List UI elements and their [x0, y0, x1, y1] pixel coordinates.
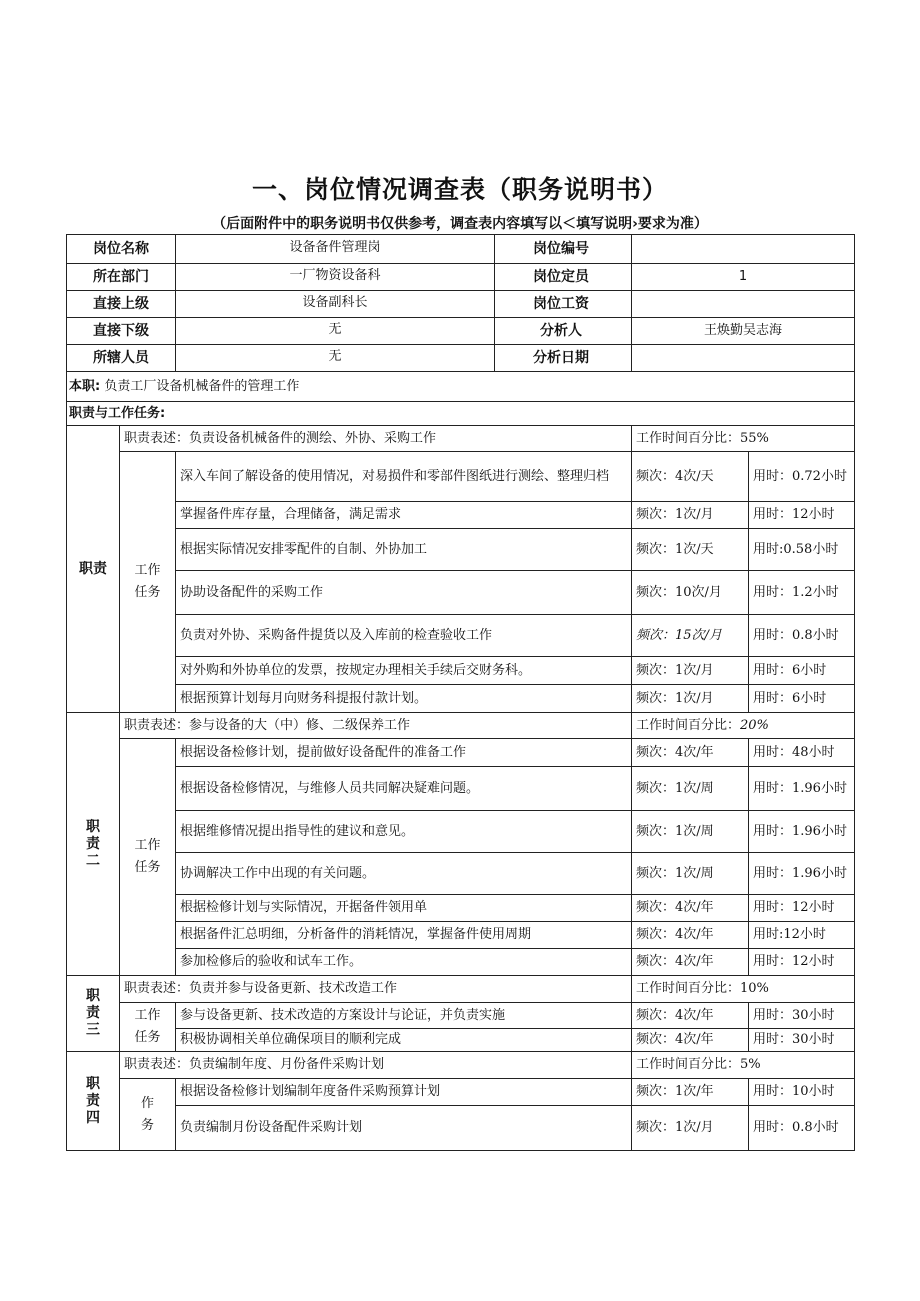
duty3-desc: 职责表述：负责并参与设备更新、技术改造工作 [120, 976, 632, 1003]
duty3-task-label: 工作任务 [120, 1003, 176, 1052]
task-time: 用时：1.96小时 [749, 811, 855, 853]
task-freq: 频次：1次/月 [632, 1106, 749, 1151]
duty4-desc-row [67, 1052, 855, 1079]
info-row [67, 345, 855, 372]
info-row [67, 264, 855, 291]
task-row [67, 657, 855, 685]
duty2-desc-row [67, 713, 855, 739]
task-text: 根据设备检修情况，与维修人员共同解决疑难问题。 [176, 767, 632, 811]
task-text: 协调解决工作中出现的有关问题。 [176, 853, 632, 895]
task-time: 用时:0.58小时 [749, 529, 855, 571]
task-freq: 频次：4次/年 [632, 949, 749, 976]
task-freq: 频次：10次/月 [632, 571, 749, 615]
job-survey-table [66, 234, 855, 1151]
task-row [67, 615, 855, 657]
page-title: 一、岗位情况调查表（职务说明书） [251, 175, 668, 204]
duty2-task-label: 工作任务 [120, 739, 176, 976]
task-row [67, 767, 855, 811]
task-time: 用时：12小时 [749, 949, 855, 976]
main-duty-label: 本职: [69, 378, 101, 394]
task-freq: 频次：1次/周 [632, 853, 749, 895]
duty2-label: 职责二 [86, 818, 100, 869]
duty1-desc: 职责表述：负责设备机械备件的测绘、外协、采购工作 [120, 426, 632, 452]
task-row [67, 853, 855, 895]
page-subtitle: （后面附件中的职务说明书仅供参考，调查表内容填写以＜填写说明›要求为准） [212, 216, 708, 232]
superior-label: 直接上级 [67, 291, 176, 318]
task-text: 根据预算计划每月向财务科提报付款计划。 [176, 685, 632, 713]
task-row [67, 1079, 855, 1106]
task-text: 深入车间了解设备的使用情况，对易损件和零部件图纸进行测绘、整理归档 [176, 452, 632, 502]
task-freq: 频次：4次/年 [632, 922, 749, 949]
analyst-label: 分析人 [540, 323, 582, 339]
info-row [67, 235, 855, 264]
task-time: 用时：0.8小时 [749, 1106, 855, 1151]
post-name-label: 岗位名称 [67, 235, 176, 264]
task-row [67, 685, 855, 713]
task-text: 根据设备检修计划，提前做好设备配件的准备工作 [176, 739, 632, 767]
quota-value: 1 [632, 264, 855, 291]
subordinate-value: 无 [176, 318, 495, 345]
tasks-label: 职责与工作任务: [67, 402, 855, 426]
task-freq: 频次：15次/月 [632, 615, 749, 657]
task-row [67, 1029, 855, 1052]
task-time: 用时：0.72小时 [749, 452, 855, 502]
task-text: 协助设备配件的采购工作 [176, 571, 632, 615]
task-text: 掌握备件库存量，合理储备，满足需求 [176, 502, 632, 529]
duty1-task-label: 工作任务 [120, 452, 176, 713]
task-text: 负责对外协、采购备件提货以及入库前的检查验收工作 [176, 615, 632, 657]
task-time: 用时：6小时 [749, 657, 855, 685]
task-time: 用时：30小时 [749, 1003, 855, 1029]
duty4-label: 职责四 [86, 1075, 100, 1126]
superior-value: 设备副科长 [176, 291, 495, 318]
duty4-percent: 工作时间百分比：5% [632, 1052, 855, 1079]
post-no-label: 岗位编号 [533, 241, 589, 257]
task-text: 对外购和外协单位的发票，按规定办理相关手续后交财务科。 [176, 657, 632, 685]
task-freq: 频次：1次/月 [632, 657, 749, 685]
info-row [67, 318, 855, 345]
task-freq: 频次：4次/年 [632, 1003, 749, 1029]
duty3-percent: 工作时间百分比：10% [632, 976, 855, 1003]
task-text: 根据备件汇总明细，分析备件的消耗情况，掌握备件使用周期 [176, 922, 632, 949]
task-time: 用时：6小时 [749, 685, 855, 713]
task-time: 用时：1.2小时 [749, 571, 855, 615]
task-time: 用时：1.96小时 [749, 853, 855, 895]
duty1-label: 职责 [67, 426, 120, 713]
task-freq: 频次：4次/年 [632, 1029, 749, 1052]
task-row [67, 502, 855, 529]
task-row [67, 895, 855, 922]
staff-value: 无 [176, 345, 495, 372]
duty3-desc-row [67, 976, 855, 1003]
task-time: 用时：12小时 [749, 895, 855, 922]
subordinate-label: 直接下级 [67, 318, 176, 345]
task-row [67, 949, 855, 976]
task-text: 根据维修情况提出指导性的建议和意见。 [176, 811, 632, 853]
task-text: 根据实际情况安排零配件的自制、外协加工 [176, 529, 632, 571]
post-name-value [176, 235, 632, 264]
dept-value: 一厂物资设备科 [176, 264, 495, 291]
task-row [67, 571, 855, 615]
task-time: 用时：30小时 [749, 1029, 855, 1052]
task-freq: 频次：4次/年 [632, 895, 749, 922]
wage-label: 岗位工资 [533, 296, 589, 312]
task-time: 用时：10小时 [749, 1079, 855, 1106]
task-freq: 频次：1次/年 [632, 1079, 749, 1106]
duty3-label: 职责三 [86, 988, 100, 1038]
task-freq: 频次：1次/天 [632, 529, 749, 571]
date-label: 分析日期 [533, 350, 589, 366]
task-text: 参与设备更新、技术改造的方案设计与论证，并负责实施 [176, 1003, 632, 1029]
task-row [67, 922, 855, 949]
task-row [67, 1003, 855, 1029]
task-text: 积极协调相关单位确保项目的顺利完成 [176, 1029, 632, 1052]
task-row [67, 452, 855, 502]
date-value [632, 345, 855, 372]
task-freq: 频次：4次/天 [632, 452, 749, 502]
dept-label: 所在部门 [67, 264, 176, 291]
task-row [67, 811, 855, 853]
info-row [67, 291, 855, 318]
duty1-percent: 工作时间百分比：55% [632, 426, 855, 452]
duty4-desc: 职责表述：负责编制年度、月份备件采购计划 [120, 1052, 632, 1079]
task-time: 用时：48小时 [749, 739, 855, 767]
post-no-value [632, 235, 855, 264]
duty1-desc-row [67, 426, 855, 452]
task-freq: 频次：1次/月 [632, 685, 749, 713]
task-freq: 频次：1次/周 [632, 811, 749, 853]
task-text: 根据设备检修计划编制年度备件采购预算计划 [176, 1079, 632, 1106]
task-row [67, 1106, 855, 1151]
task-freq: 频次：1次/月 [632, 502, 749, 529]
task-text: 根据检修计划与实际情况，开据备件领用单 [176, 895, 632, 922]
task-row [67, 739, 855, 767]
task-freq: 频次：1次/周 [632, 767, 749, 811]
wage-value [632, 291, 855, 318]
duty2-desc: 职责表述：参与设备的大（中）修、二级保养工作 [120, 713, 632, 739]
main-duty-text: 负责工厂设备机械备件的管理工作 [104, 378, 300, 394]
task-text: 负责编制月份设备配件采购计划 [176, 1106, 632, 1151]
task-row [67, 529, 855, 571]
post-name-text: 设备备件管理岗 [176, 235, 495, 264]
task-time: 用时：0.8小时 [749, 615, 855, 657]
staff-label: 所辖人员 [67, 345, 176, 372]
duty4-task-label: 作务 [120, 1079, 176, 1151]
analyst-value: 王焕勤吴志海 [632, 318, 855, 345]
tasks-header-row [67, 402, 855, 426]
duty2-percent: 工作时间百分比：20% [632, 713, 855, 739]
task-time: 用时：12小时 [749, 502, 855, 529]
task-time: 用时：1.96小时 [749, 767, 855, 811]
task-text: 参加检修后的验收和试车工作。 [176, 949, 632, 976]
quota-label: 岗位定员 [533, 269, 589, 285]
task-freq: 频次：4次/年 [632, 739, 749, 767]
task-time: 用时:12小时 [749, 922, 855, 949]
main-duty-row [67, 372, 855, 402]
